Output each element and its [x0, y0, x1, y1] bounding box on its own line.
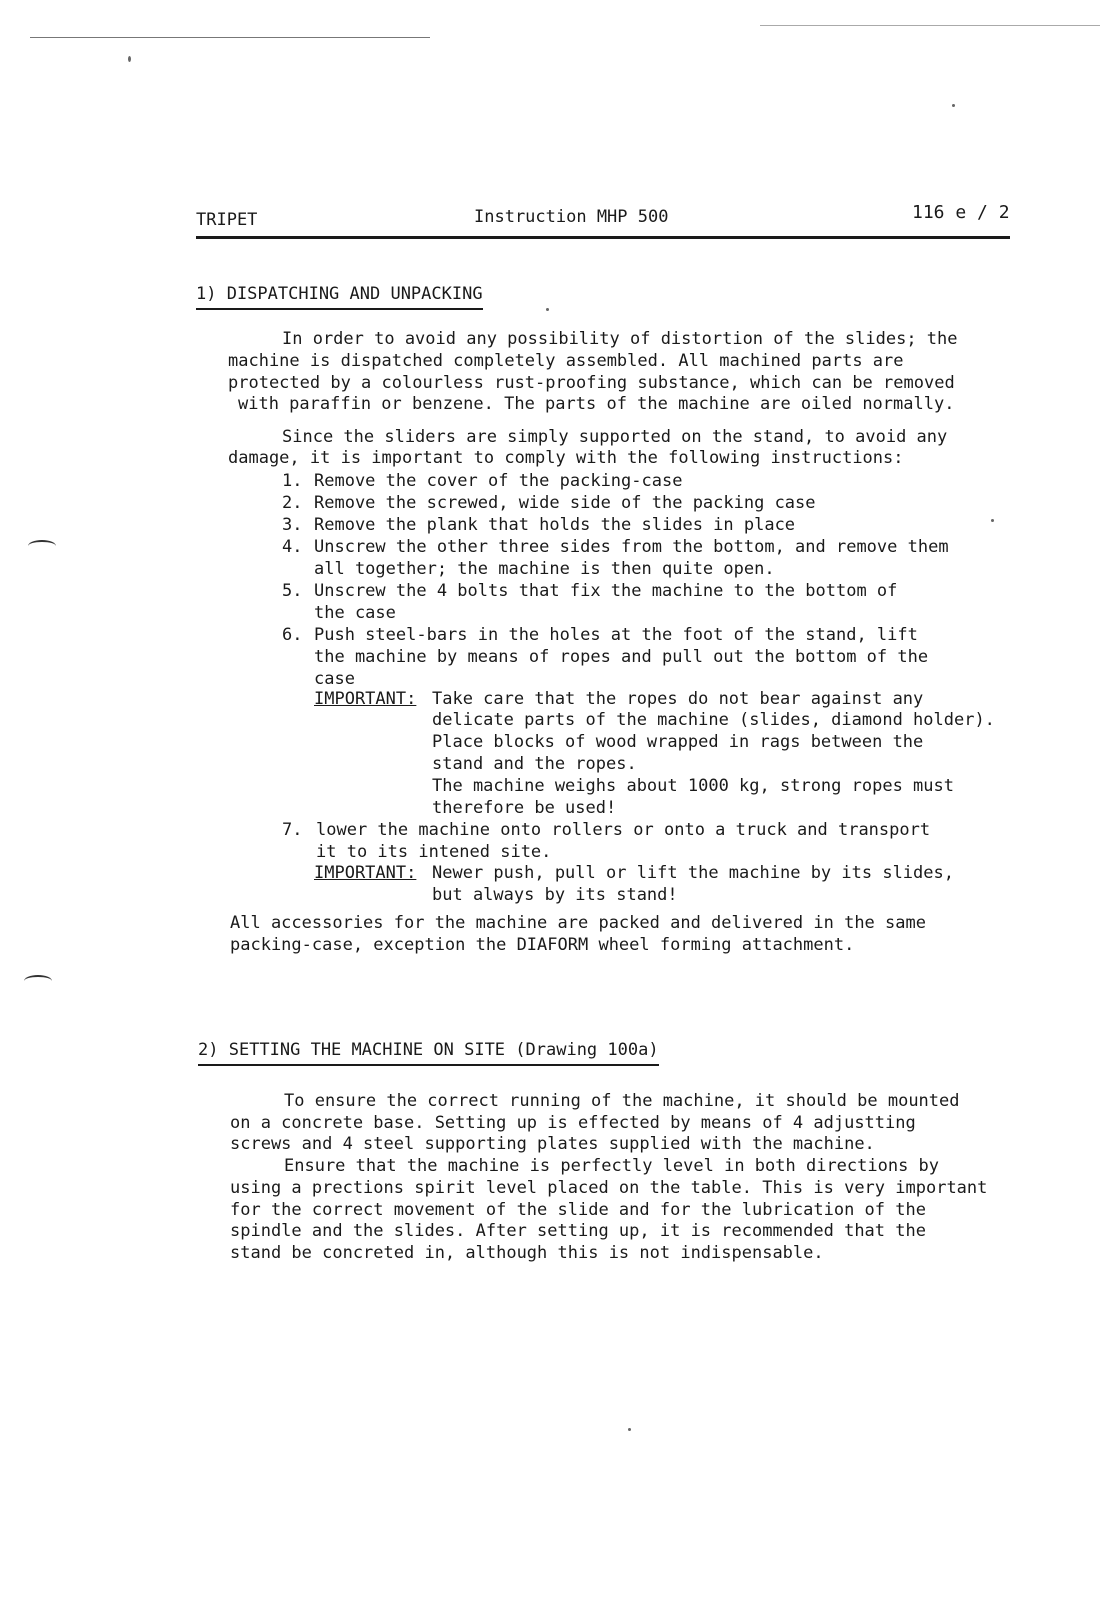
step-text: all together; the machine is then quite open. — [314, 559, 775, 579]
paragraph-line: To ensure the correct running of the machine, it should be mounted — [284, 1091, 960, 1111]
paragraph-line: with paraffin or benzene. The parts of the machine are oiled normally. — [238, 394, 955, 414]
step-text: the machine by means of ropes and pull out the bottom of the — [314, 647, 929, 667]
important-label: IMPORTANT: — [314, 689, 417, 709]
step-text: lower the machine onto rollers or onto a truck and transport — [316, 820, 931, 840]
section-2-title: 2) SETTING THE MACHINE ON SITE (Drawing 100a) — [198, 1040, 659, 1066]
important-text: The machine weighs about 1000 kg, strong ropes must — [432, 776, 954, 796]
header-company: TRIPET — [196, 210, 258, 230]
header-rule — [196, 236, 1010, 239]
important-label: IMPORTANT: — [314, 863, 417, 883]
paragraph-line: Since the sliders are simply supported on the stand, to avoid any — [282, 427, 948, 447]
important-text: stand and the ropes. — [432, 754, 637, 774]
paragraph-line: spindle and the slides. After setting up, it is recommended that the — [230, 1221, 926, 1241]
step-text: Remove the cover of the packing-case — [314, 471, 683, 491]
paragraph-line: on a concrete base. Setting up is effected by means of 4 adjustting — [230, 1113, 916, 1133]
important-text: but always by its stand! — [432, 885, 678, 905]
scan-speck — [628, 1428, 631, 1431]
paragraph-line: damage, it is important to comply with the following instructions: — [228, 448, 904, 468]
important-text: Newer push, pull or lift the machine by its slides, — [432, 863, 954, 883]
step-text: it to its intened site. — [316, 842, 552, 862]
paragraph-line: using a prections spirit level placed on the table. This is very important — [230, 1178, 988, 1198]
scan-speck — [952, 104, 955, 107]
scan-speck — [546, 308, 549, 311]
scan-speck — [128, 56, 131, 62]
step-number: 5. — [282, 581, 303, 601]
step-text: the case — [314, 603, 396, 623]
step-number: 4. — [282, 537, 303, 557]
step-text: Unscrew the 4 bolts that fix the machine to the bottom of — [314, 581, 898, 601]
scan-speck — [991, 519, 994, 522]
paragraph-line: packing-case, exception the DIAFORM wheel forming attachment. — [230, 935, 855, 955]
scan-artifact-arc — [28, 540, 56, 552]
step-text: Push steel-bars in the holes at the foot of the stand, lift — [314, 625, 918, 645]
important-text: delicate parts of the machine (slides, diamond holder). — [432, 710, 995, 730]
important-text: Place blocks of wood wrapped in rags between the — [432, 732, 924, 752]
header-page-ref: 116 e / 2 — [912, 202, 1010, 223]
step-number: 3. — [282, 515, 303, 535]
step-number: 7. — [282, 820, 303, 840]
paragraph-line: screws and 4 steel supporting plates supplied with the machine. — [230, 1134, 875, 1154]
step-number: 6. — [282, 625, 303, 645]
paragraph-line: Ensure that the machine is perfectly level in both directions by — [284, 1156, 940, 1176]
step-number: 2. — [282, 493, 303, 513]
important-text: therefore be used! — [432, 798, 617, 818]
section-1-title: 1) DISPATCHING AND UNPACKING — [196, 284, 483, 310]
step-text: Unscrew the other three sides from the bottom, and remove them — [314, 537, 949, 557]
paragraph-line: protected by a colourless rust-proofing substance, which can be removed — [228, 373, 955, 393]
important-text: Take care that the ropes do not bear against any — [432, 689, 924, 709]
paragraph-line: In order to avoid any possibility of distortion of the slides; the — [282, 329, 958, 349]
paragraph-line: machine is dispatched completely assembled. All machined parts are — [228, 351, 904, 371]
paragraph-line: for the correct movement of the slide and for the lubrication of the — [230, 1200, 926, 1220]
step-text: Remove the plank that holds the slides in place — [314, 515, 796, 535]
step-text: Remove the screwed, wide side of the packing case — [314, 493, 816, 513]
paragraph-line: stand be concreted in, although this is not indispensable. — [230, 1243, 824, 1263]
step-text: case — [314, 669, 355, 689]
scan-artifact-top-line — [760, 25, 1100, 26]
scan-artifact-arc — [24, 975, 52, 987]
scan-artifact-top-line — [30, 37, 430, 38]
paragraph-line: All accessories for the machine are packed and delivered in the same — [230, 913, 926, 933]
header-document-title: Instruction MHP 500 — [474, 207, 669, 227]
step-number: 1. — [282, 471, 303, 491]
